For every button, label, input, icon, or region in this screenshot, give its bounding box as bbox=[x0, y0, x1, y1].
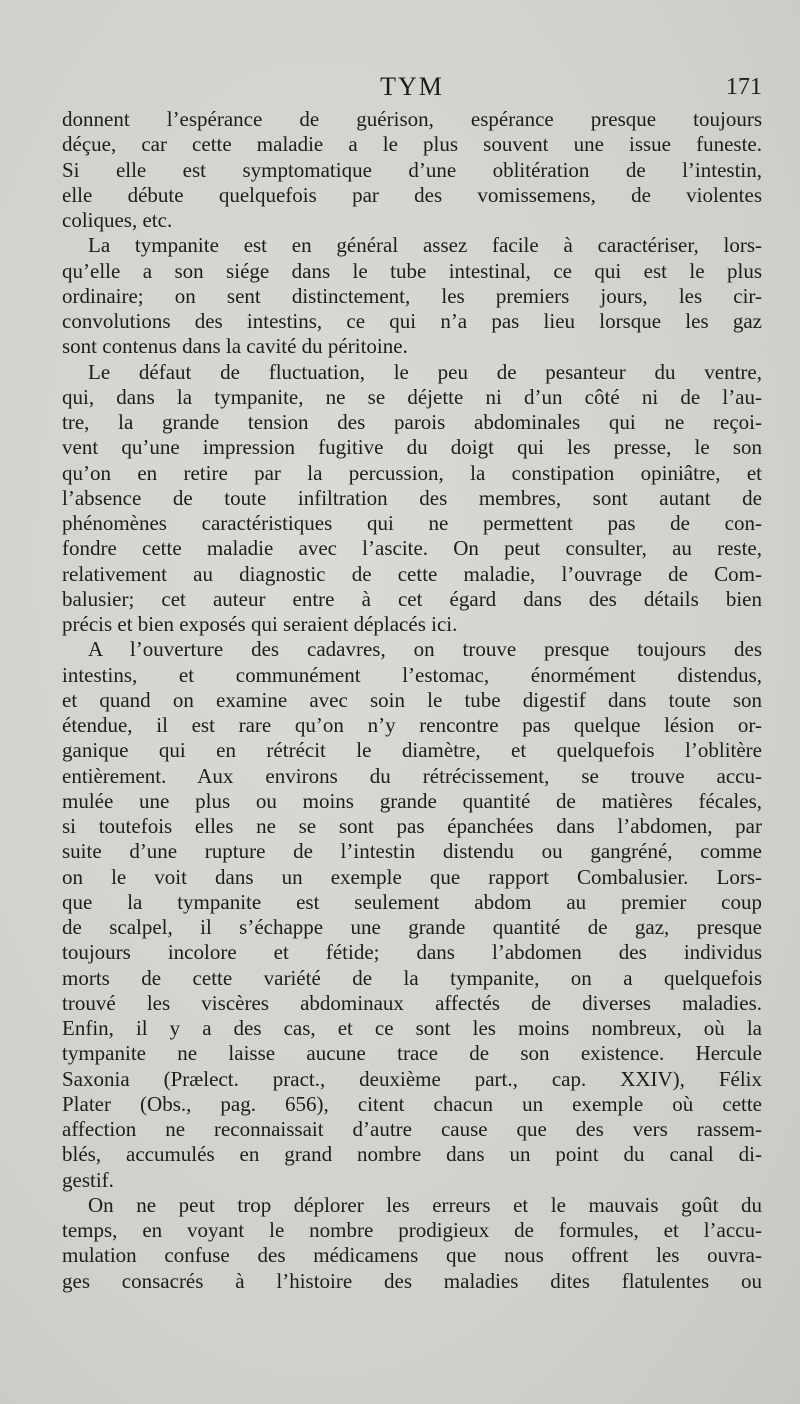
text-line: qu’elle a son siége dans le tube intestinal, ce qui est le plus bbox=[62, 258, 762, 283]
text-line: et quand on examine avec soin le tube digestif dans toute son bbox=[62, 687, 762, 712]
text-line: Le défaut de fluctuation, le peu de pesanteur du ventre, bbox=[88, 359, 762, 384]
text-line: qui, dans la tympanite, ne se déjette ni d’un côté ni de l’au- bbox=[62, 384, 762, 409]
text-line: morts de cette variété de la tympanite, on a quelquefois bbox=[62, 965, 762, 990]
text-line: relativement au diagnostic de cette maladie, l’ouvrage de Com- bbox=[62, 561, 762, 586]
text-line: blés, accumulés en grand nombre dans un point du canal di- bbox=[62, 1142, 762, 1167]
text-line: qu’on en retire par la percussion, la constipation opiniâtre, et bbox=[62, 460, 762, 485]
text-line: mulation confuse des médicamens que nous offrent les ouvra- bbox=[62, 1243, 762, 1268]
page-header bbox=[62, 72, 762, 106]
text-line: de scalpel, il s’échappe une grande quantité de gaz, presque bbox=[62, 915, 762, 939]
body-text bbox=[62, 107, 762, 1294]
text-line: on le voit dans un exemple que rapport Combalusier. Lors- bbox=[62, 864, 762, 889]
text-line: gestif. bbox=[62, 1167, 114, 1192]
text-line: vent qu’une impression fugitive du doigt qui les presse, le son bbox=[62, 435, 762, 460]
text-line: intestins, et communément l’estomac, énormément distendus, bbox=[62, 662, 762, 687]
text-line: ges consacrés à l’histoire des maladies dites flatulentes ou bbox=[62, 1268, 762, 1293]
text-line: tre, la grande tension des parois abdominales qui ne reçoi- bbox=[62, 410, 762, 434]
text-line: Si elle est symptomatique d’une oblitération de l’intestin, bbox=[62, 157, 762, 182]
text-line: Enfin, il y a des cas, et ce sont les moins nombreux, où la bbox=[62, 1016, 762, 1040]
text-line: balusier; cet auteur entre à cet égard dans des détails bien bbox=[62, 586, 762, 611]
text-line: tympanite ne laisse aucune trace de son existence. Hercule bbox=[62, 1041, 762, 1066]
text-line: si toutefois elles ne se sont pas épanchées dans l’abdomen, par bbox=[62, 814, 762, 838]
text-line: donnent l’espérance de guérison, espérance presque toujours bbox=[62, 107, 762, 131]
text-line: convolutions des intestins, ce qui n’a pas lieu lorsque les gaz bbox=[62, 309, 762, 333]
text-line: déçue, car cette maladie a le plus souvent une issue funeste. bbox=[62, 132, 762, 157]
text-line: coliques, etc. bbox=[62, 208, 173, 232]
text-line: entièrement. Aux environs du rétrécissement, se trouve accu- bbox=[62, 763, 762, 788]
text-line: l’absence de toute infiltration des membres, sont autant de bbox=[62, 485, 762, 510]
text-line: phénomènes caractéristiques qui ne permettent pas de con- bbox=[62, 511, 762, 535]
text-line: précis et bien exposés qui seraient déplacés ici. bbox=[62, 612, 458, 636]
text-line: elle débute quelquefois par des vomissemens, de violentes bbox=[62, 182, 762, 207]
text-line: fondre cette maladie avec l’ascite. On peut consulter, au reste, bbox=[62, 536, 762, 561]
text-line: temps, en voyant le nombre prodigieux de formules, et l’accu- bbox=[62, 1218, 762, 1242]
page-number: 171 bbox=[726, 74, 762, 100]
text-line: La tympanite est en général assez facile à caractériser, lors- bbox=[88, 233, 762, 258]
text-line: Plater (Obs., pag. 656), citent chacun un exemple où cette bbox=[62, 1091, 762, 1116]
text-line: que la tympanite est seulement abdom au premier coup bbox=[62, 889, 762, 914]
text-line: étendue, il est rare qu’on n’y rencontre pas quelque lésion or- bbox=[62, 713, 762, 737]
text-line: Saxonia (Prælect. pract., deuxième part., cap. XXIV), Félix bbox=[62, 1066, 762, 1091]
text-line: mulée une plus ou moins grande quantité de matières fécales, bbox=[62, 788, 762, 813]
running-head: TYM bbox=[380, 72, 444, 101]
text-line: On ne peut trop déplorer les erreurs et le mauvais goût du bbox=[88, 1192, 762, 1217]
text-line: suite d’une rupture de l’intestin distendu ou gangréné, comme bbox=[62, 839, 762, 864]
text-line: sont contenus dans la cavité du péritoine. bbox=[62, 334, 408, 359]
text-line: trouvé les viscères abdominaux affectés de diverses maladies. bbox=[62, 990, 762, 1015]
text-line: ordinaire; on sent distinctement, les premiers jours, les cir- bbox=[62, 283, 762, 308]
text-line: affection ne reconnaissait d’autre cause que des vers rassem- bbox=[62, 1117, 762, 1141]
text-line: toujours incolore et fétide; dans l’abdomen des individus bbox=[62, 940, 762, 965]
text-line: ganique qui en rétrécit le diamètre, et quelquefois l’oblitère bbox=[62, 738, 762, 763]
text-line: A l’ouverture des cadavres, on trouve presque toujours des bbox=[88, 637, 762, 662]
